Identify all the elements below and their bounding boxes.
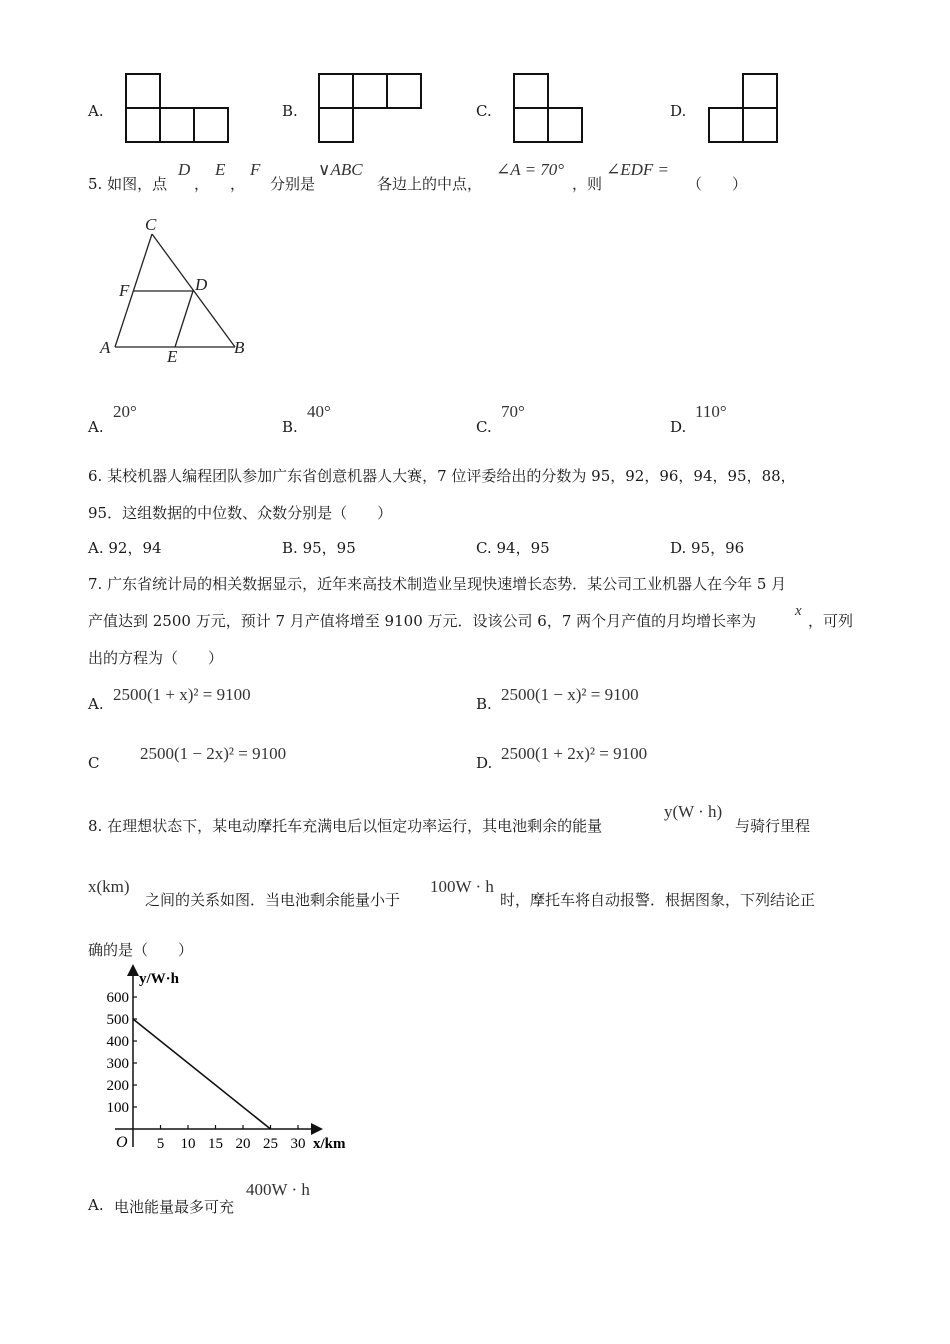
q7-line2-a: 产值达到 2500 万元，预计 7 月产值将增至 9100 万元．设该公司 6，7 两个月产值的月均增长率为 — [88, 612, 757, 630]
q5-option-a-label: A. — [88, 418, 104, 436]
q4-option-d-label: D. — [670, 102, 687, 120]
q5-comma2: ， — [230, 175, 246, 193]
fig-label-d: D — [195, 275, 208, 294]
q8-energy-chart — [95, 962, 365, 1162]
q7-option-d-eq: 2500(1 + 2x)² = 9100 — [501, 744, 648, 763]
q7-option-d-label: D. — [476, 754, 493, 772]
q6-option-b — [282, 537, 356, 558]
q7-line2-x: x — [795, 603, 802, 619]
y-tick-label: 500 — [106, 1012, 129, 1028]
q4-option-a-label: A. — [88, 102, 104, 120]
q5-option-a-value: 20° — [113, 402, 137, 421]
q6-option-c — [476, 537, 550, 558]
q8-line2-x: x(km) — [88, 877, 130, 896]
q5-option-b-value: 40° — [307, 402, 331, 421]
x-tick-label: 15 — [208, 1136, 223, 1152]
x-tick-label: 30 — [290, 1136, 306, 1152]
y-tick-label: 600 — [106, 990, 129, 1006]
q4-option-b-label: B. — [282, 102, 298, 120]
q7-option-a-label: A. — [88, 695, 104, 713]
q6-option-c-value: 94，95 — [496, 539, 550, 557]
q6-line1: 6. 某校机器人编程团队参加广东省创意机器人大赛，7 位评委给出的分数为 95，92，96，94，95，88， — [88, 467, 796, 485]
q8-line2-b: 时，摩托车将自动报警．根据图象，下列结论正 — [500, 891, 816, 909]
q7-option-a-eq: 2500(1 + x)² = 9100 — [113, 685, 251, 704]
q7-option-b-label: B. — [476, 695, 492, 713]
q6-line2: 95．这组数据的中位数、众数分别是（ ） — [88, 504, 393, 522]
x-tick-label: 20 — [235, 1136, 251, 1152]
q4-figure-d — [707, 72, 783, 144]
q6-option-a — [88, 537, 162, 558]
q5-point-d: D — [178, 160, 191, 179]
q5-stem-prefix: 5. 如图，点 — [88, 175, 168, 193]
fig-label-b: B — [234, 338, 245, 357]
fig-label-a: A — [100, 338, 111, 357]
q6-option-a-label: A. — [88, 539, 104, 557]
q5-triangle-figure — [95, 212, 260, 372]
q8-line3: 确的是（ ） — [88, 941, 194, 959]
q4-figure-b — [317, 72, 427, 144]
q5-option-b-label: B. — [282, 418, 298, 436]
chart-ylabel: y/W·h — [139, 971, 180, 987]
q4-figure-c — [512, 72, 588, 144]
q6-option-b-value: 95，95 — [302, 539, 356, 557]
q5-triangle: ∨ABC — [318, 160, 363, 179]
y-tick-label: 300 — [106, 1056, 129, 1072]
q8-option-a-value: 400W · h — [246, 1180, 310, 1199]
q5-paren: （ ） — [687, 175, 748, 193]
q8-option-a-label: A. — [88, 1196, 104, 1214]
chart-origin: O — [116, 1134, 128, 1151]
q5-option-d-label: D. — [670, 418, 687, 436]
q6-option-a-value: 92，94 — [108, 539, 162, 557]
q6-option-b-label: B. — [282, 539, 298, 557]
q8-line1-b: 与骑行里程 — [735, 817, 811, 835]
q5-option-d-value: 110° — [695, 402, 727, 421]
q7-line1: 7. 广东省统计局的相关数据显示，近年来高技术制造业呈现快速增长态势．某公司工业机器人在今年 5 月 — [88, 575, 787, 593]
q5-option-c-label: C. — [476, 418, 492, 436]
q4-figure-a — [124, 72, 234, 144]
y-tick-label: 400 — [106, 1034, 129, 1050]
q5-stem-mid2: 各边上的中点， — [377, 175, 483, 193]
x-tick-label: 10 — [180, 1136, 196, 1152]
x-tick-label: 25 — [263, 1136, 278, 1152]
q5-stem-then: ，则 — [572, 175, 603, 193]
q8-line2-v: 100W · h — [430, 877, 494, 896]
q5-angle-a: ∠A = 70° — [496, 160, 565, 179]
q5-point-e: E — [215, 160, 226, 179]
x-tick-label: 5 — [156, 1136, 165, 1152]
q8-line1-y: y(W · h) — [664, 802, 723, 821]
fig-label-f: F — [119, 281, 130, 300]
q7-option-c-eq: 2500(1 − 2x)² = 9100 — [140, 744, 287, 763]
y-tick-label: 100 — [106, 1100, 129, 1116]
q8-line1-a: 8. 在理想状态下，某电动摩托车充满电后以恒定功率运行，其电池剩余的能量 — [88, 817, 603, 835]
q7-option-c-label: C — [88, 754, 100, 772]
y-tick-label: 200 — [106, 1078, 129, 1094]
q6-option-d-value: 95，96 — [691, 539, 745, 557]
q7-line3: 出的方程为（ ） — [88, 649, 224, 667]
q7-option-b-eq: 2500(1 − x)² = 9100 — [501, 685, 639, 704]
q8-option-a-text: 电池能量最多可充 — [114, 1198, 235, 1216]
q6-option-c-label: C. — [476, 539, 492, 557]
q8-line2-a: 之间的关系如图．当电池剩余能量小于 — [145, 891, 401, 909]
q4-option-c-label: C. — [476, 102, 492, 120]
fig-label-e: E — [167, 347, 178, 366]
chart-xlabel: x/km — [313, 1136, 346, 1152]
series-line-remaining-energy — [133, 1019, 271, 1129]
fig-label-c: C — [145, 215, 157, 234]
q5-comma1: ， — [194, 175, 210, 193]
q5-angle-edf: ∠EDF = — [606, 160, 670, 179]
q5-stem-mid: 分别是 — [270, 175, 316, 193]
q7-line2-b: ，可列 — [808, 612, 854, 630]
q6-option-d — [670, 537, 744, 558]
q5-option-c-value: 70° — [501, 402, 525, 421]
q5-point-f: F — [250, 160, 261, 179]
q6-option-d-label: D. — [670, 539, 687, 557]
